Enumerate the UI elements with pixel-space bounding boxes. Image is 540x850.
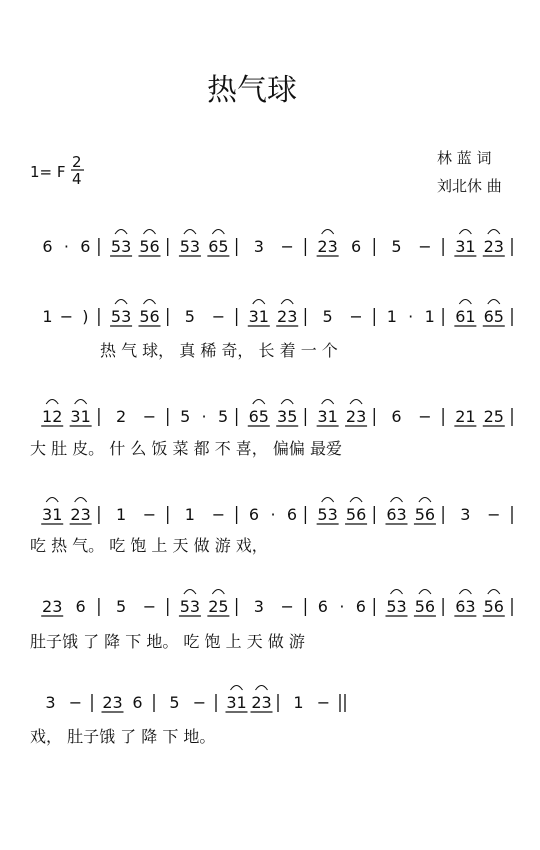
slur-arc	[459, 230, 471, 235]
note-token: 5	[218, 407, 229, 426]
slur-arc	[46, 498, 58, 503]
lyric-line: 热 气 球， 真 稀 奇， 长 着 一 个	[100, 341, 338, 360]
slur-arc	[419, 590, 431, 595]
note-token: 23	[317, 237, 338, 256]
note-token: −	[316, 693, 331, 712]
note-token: 1	[293, 693, 304, 712]
note-token: 23	[483, 237, 504, 256]
slur-arc	[144, 230, 156, 235]
note-token: 56	[345, 505, 367, 524]
note-token: 23	[102, 693, 123, 712]
note-token: 61	[455, 307, 476, 326]
note-token: 6	[355, 597, 366, 616]
note-token: 5	[391, 237, 402, 256]
slur-arc	[46, 400, 58, 405]
note-token: 1	[386, 307, 397, 326]
note-token: 53	[110, 237, 132, 256]
slur-arc	[322, 400, 334, 405]
note-token: 5	[322, 307, 333, 326]
time-sig-top: 2	[72, 153, 82, 171]
slur-arc	[488, 300, 500, 305]
slur-arc	[350, 498, 362, 503]
note-token: 6	[286, 505, 298, 524]
note-token: 6	[248, 505, 260, 524]
note-token: −	[349, 307, 363, 326]
note-token: −	[418, 237, 432, 256]
note-token: 3	[45, 693, 56, 712]
song-title: 热气球	[207, 73, 297, 108]
note-token: 5	[116, 597, 127, 616]
note-token: ·	[63, 237, 69, 256]
key-prefix: 1= F	[30, 163, 66, 181]
time-sig-bottom: 4	[72, 170, 82, 188]
note-token: 5	[169, 693, 180, 712]
slur-arc	[281, 300, 293, 305]
credits	[437, 149, 502, 195]
note-token: 5	[180, 407, 191, 426]
note-token: 12	[42, 407, 63, 426]
note-token: 23	[277, 307, 298, 326]
note-token: 6	[317, 597, 328, 616]
note-token: 63	[386, 505, 407, 524]
note-token: 3	[253, 597, 264, 616]
note-token: 3	[460, 505, 471, 524]
note-token: 31	[248, 307, 269, 326]
note-token: 31	[70, 407, 91, 426]
lyric-line: 吃 热 气。 吃 饱 上 天 做 游 戏，	[30, 536, 268, 555]
note-token: 31	[317, 407, 338, 426]
lyricist-credit: 林 蓝 词	[437, 149, 492, 167]
note-token: 1	[424, 307, 435, 326]
slur-arc	[115, 230, 127, 235]
lyric-line: 戏， 肚子饿 了 降 下 地。	[30, 727, 216, 746]
note-token: 23	[345, 407, 367, 426]
note-token: 65	[483, 307, 504, 326]
slur-arc	[488, 230, 500, 235]
slur-arc	[184, 590, 196, 595]
note-token: 31	[226, 693, 247, 712]
note-token: 3	[253, 237, 264, 256]
lyric-line: 肚子饿 了 降 下 地。 吃 饱 上 天 做 游	[30, 632, 305, 651]
note-token: −	[142, 505, 157, 524]
note-token: 31	[455, 237, 476, 256]
slur-arc	[488, 590, 500, 595]
note-token: −	[192, 693, 207, 712]
slur-arc	[350, 400, 362, 405]
note-token: 6	[351, 237, 362, 256]
note-token: −	[142, 597, 157, 616]
slur-arc	[256, 686, 268, 691]
composer-credit: 刘北休 曲	[437, 177, 502, 195]
note-token: 53	[179, 597, 201, 616]
slur-arc	[253, 300, 265, 305]
note-token: 6	[391, 407, 402, 426]
note-token: 6	[132, 693, 143, 712]
key-signature	[30, 153, 84, 188]
slur-arc	[459, 300, 471, 305]
music-lines	[30, 230, 512, 747]
note-token: −	[211, 505, 226, 524]
slur-arc	[391, 590, 403, 595]
slur-arc	[144, 300, 156, 305]
slur-arc	[75, 498, 87, 503]
note-token: 56	[139, 237, 160, 256]
note-token: 6	[80, 237, 91, 256]
note-token: 2	[116, 407, 127, 426]
note-token: −	[280, 597, 294, 616]
note-token: 56	[414, 505, 436, 524]
note-token: ·	[339, 597, 345, 616]
note-token: 65	[208, 237, 229, 256]
note-token: −	[59, 307, 74, 326]
note-token: 21	[455, 407, 476, 426]
slur-arc	[212, 590, 224, 595]
note-token: 53	[317, 505, 338, 524]
slur-arc	[459, 590, 471, 595]
slur-arc	[391, 498, 403, 503]
slur-arc	[322, 230, 334, 235]
note-token: 1	[42, 307, 53, 326]
note-token: )	[82, 307, 89, 326]
note-token: ·	[408, 307, 414, 326]
note-token: 6	[42, 237, 53, 256]
note-token: −	[418, 407, 432, 426]
note-token: −	[487, 505, 501, 524]
lyric-line: 大 肚 皮。 什 么 饭 菜 都 不 喜， 偏偏 最爱	[30, 439, 342, 458]
note-token: 1	[184, 505, 195, 524]
note-token: 1	[116, 505, 127, 524]
note-token: 35	[277, 407, 298, 426]
note-token: 56	[414, 597, 436, 616]
note-token: ·	[201, 407, 207, 426]
note-token: 56	[139, 307, 160, 326]
note-token: 63	[455, 597, 476, 616]
note-token: 31	[42, 505, 63, 524]
note-token: ·	[270, 505, 276, 524]
note-token: −	[68, 693, 83, 712]
slur-arc	[212, 230, 224, 235]
slur-arc	[75, 400, 87, 405]
note-token: 5	[184, 307, 195, 326]
note-token: 25	[208, 597, 229, 616]
note-token: 53	[386, 597, 407, 616]
note-token: 65	[248, 407, 269, 426]
slur-arc	[281, 400, 293, 405]
note-token: 25	[483, 407, 504, 426]
slur-arc	[231, 686, 243, 691]
note-token: −	[280, 237, 294, 256]
slur-arc	[115, 300, 127, 305]
note-token: 56	[483, 597, 504, 616]
slur-arc	[419, 498, 431, 503]
slur-arc	[253, 400, 265, 405]
note-token: −	[142, 407, 157, 426]
slur-arc	[184, 230, 196, 235]
note-token: 53	[179, 237, 201, 256]
note-token: 6	[75, 597, 86, 616]
note-token: 53	[110, 307, 132, 326]
note-token: 23	[42, 597, 63, 616]
note-token: 23	[251, 693, 272, 712]
note-token: −	[211, 307, 226, 326]
note-token: 23	[70, 505, 91, 524]
slur-arc	[322, 498, 334, 503]
